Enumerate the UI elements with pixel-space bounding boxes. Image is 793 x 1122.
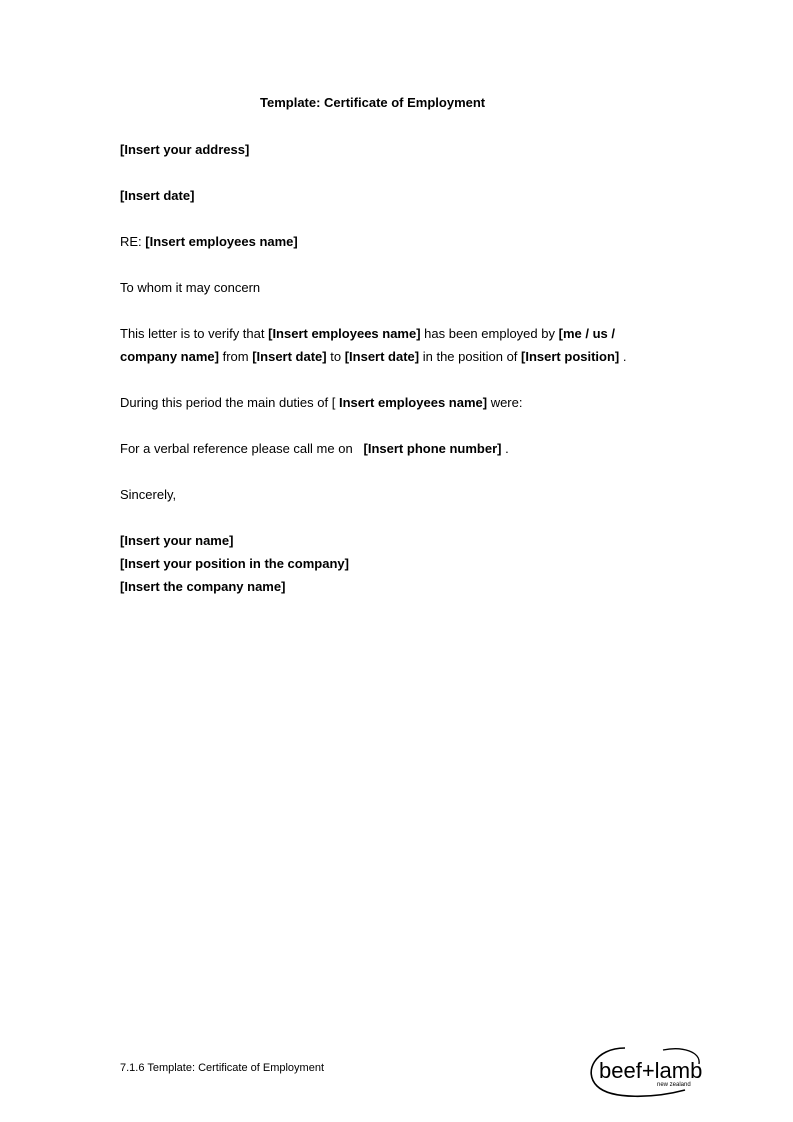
para2-text: were: [487, 395, 523, 410]
para1-text: . [619, 349, 627, 364]
phone-placeholder: [Insert phone number] [363, 441, 502, 456]
para1-text: This letter is to verify that [120, 326, 269, 341]
para3-text: For a verbal reference please call me on [120, 441, 357, 456]
employer-placeholder: [me / us / [558, 326, 615, 341]
beef-lamb-logo [585, 1042, 705, 1100]
document-title: Template: Certificate of Employment [260, 95, 486, 110]
closing: Sincerely, [120, 487, 177, 502]
address-placeholder: [Insert your address] [120, 142, 250, 157]
para1-line2 [120, 349, 626, 365]
para1-text: from [218, 349, 253, 364]
company-name-placeholder: company name] [120, 349, 219, 364]
salutation: To whom it may concern [120, 280, 261, 295]
end-date-placeholder: [Insert date] [344, 349, 420, 364]
employee-name-placeholder: Insert employees name] [338, 395, 488, 410]
beef-lamb-logo-icon [585, 1042, 705, 1100]
re-name-placeholder: [Insert employees name] [145, 234, 298, 249]
date-placeholder: [Insert date] [120, 188, 195, 203]
para2 [120, 395, 522, 411]
footer-text: 7.1.6 Template: Certificate of Employment [120, 1062, 325, 1074]
re-line [120, 234, 298, 250]
para1-text: has been employed by [420, 326, 559, 341]
logo-main-text: beef+lamb [599, 1058, 703, 1083]
position-placeholder: [Insert position] [521, 349, 620, 364]
para1-text: in the position of [422, 349, 522, 364]
signature-company: [Insert the company name] [120, 579, 286, 594]
para1-line1 [120, 326, 615, 342]
re-prefix: RE: [120, 234, 146, 249]
signature-position: [Insert your position in the company] [120, 556, 349, 571]
para2-text: During this period the main duties of [ [120, 395, 339, 410]
start-date-placeholder: [Insert date] [252, 349, 327, 364]
employee-name-placeholder: [Insert employees name] [268, 326, 421, 341]
para1-text: to [326, 349, 345, 364]
logo-sub-text: new zealand [657, 1082, 691, 1088]
para3-text: . [501, 441, 509, 456]
para3 [120, 441, 509, 457]
signature-name: [Insert your name] [120, 533, 234, 548]
